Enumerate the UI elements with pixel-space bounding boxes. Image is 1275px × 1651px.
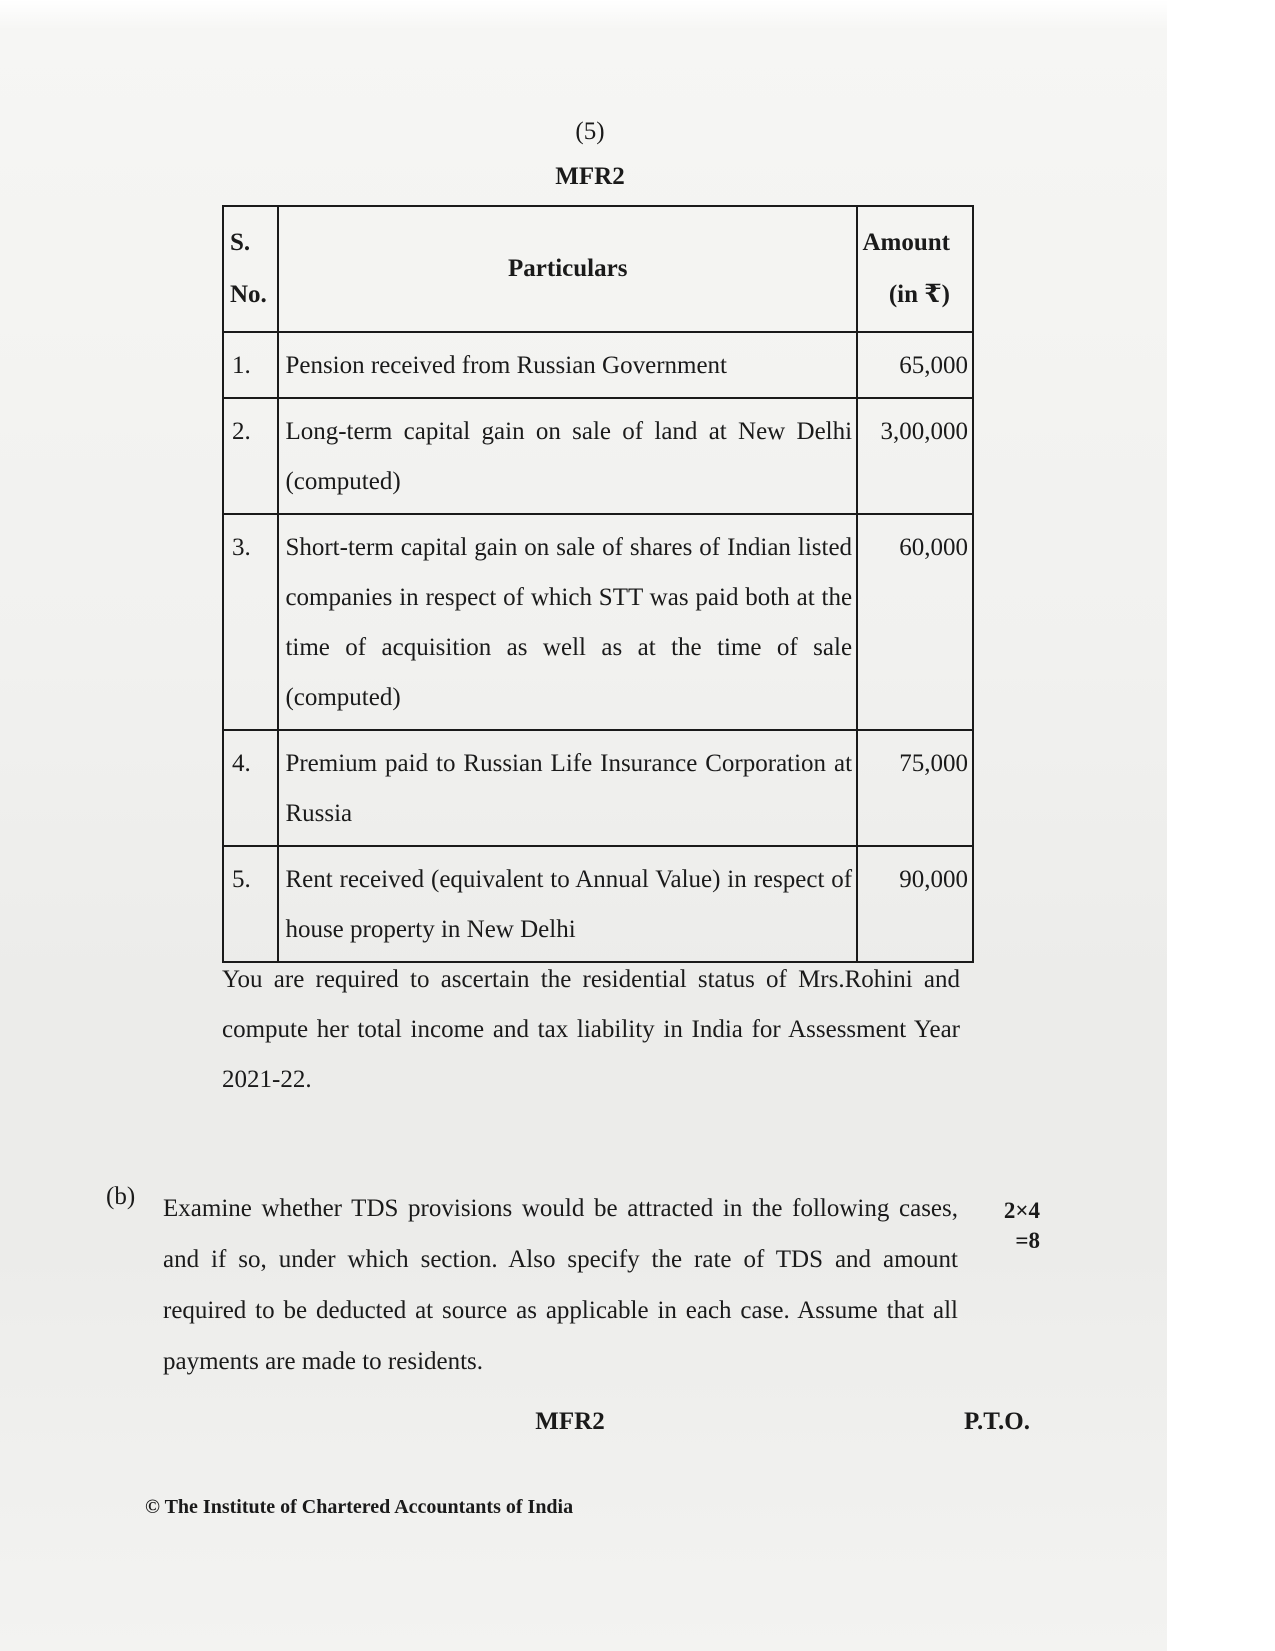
row-amount: 65,000 <box>857 332 973 398</box>
header-sno-line2: No. <box>230 281 267 308</box>
pto-label: P.T.O. <box>964 1408 1030 1435</box>
question-b-label: (b) <box>106 1183 136 1210</box>
marks-line2: =8 <box>1015 1228 1040 1253</box>
header-amount-line2: (in ₹) <box>888 281 950 308</box>
table-row <box>223 398 973 514</box>
header-sno-line1: S. <box>230 229 251 256</box>
header-amount-line1: Amount <box>862 229 950 256</box>
question-b-text: Examine whether TDS provisions would be attracted in the following cases, and if so, under which section. Also specify the rate of TDS and amount required to be deducted at source as applicable in each case. Assume that all payments are made to residents. <box>163 1195 958 1375</box>
page-right-margin <box>1167 0 1275 1651</box>
table-row <box>223 730 973 846</box>
paper-code-footer: MFR2 <box>535 1408 605 1435</box>
header-particulars: Particulars <box>278 206 857 332</box>
row-amount: 60,000 <box>857 514 973 730</box>
header-sno <box>223 206 278 332</box>
table-row <box>223 846 973 962</box>
row-particulars: Long-term capital gain on sale of land at New Delhi (computed) <box>278 398 857 514</box>
row-sno: 2. <box>223 398 278 514</box>
row-particulars: Rent received (equivalent to Annual Value) in respect of house property in New Delhi <box>278 846 857 962</box>
question-b-marks <box>990 1196 1040 1256</box>
row-particulars: Premium paid to Russian Life Insurance Corporation at Russia <box>278 730 857 846</box>
row-particulars: Pension received from Russian Government <box>278 332 857 398</box>
copyright-notice: © The Institute of Chartered Accountants of India <box>145 1496 574 1518</box>
page-number: (5) <box>575 118 605 145</box>
table-row <box>223 332 973 398</box>
header-amount <box>857 206 973 332</box>
table-row <box>223 514 973 730</box>
row-amount: 75,000 <box>857 730 973 846</box>
row-sno: 4. <box>223 730 278 846</box>
row-amount: 90,000 <box>857 846 973 962</box>
row-particulars: Short-term capital gain on sale of shares of Indian listed companies in respect of which STT was paid both at the time of acquisition as well as at the time of sale (computed) <box>278 514 857 730</box>
row-sno: 3. <box>223 514 278 730</box>
table-header-row <box>223 206 973 332</box>
page-top-edge <box>0 0 1275 30</box>
marks-line1: 2×4 <box>1003 1198 1040 1223</box>
paper-code-header: MFR2 <box>555 163 625 190</box>
instruction-text: You are required to ascertain the residential status of Mrs.Rohini and compute her total income and tax liability in India for Assessment Year 2021-22. <box>222 966 960 1093</box>
row-amount: 3,00,000 <box>857 398 973 514</box>
row-sno: 1. <box>223 332 278 398</box>
row-sno: 5. <box>223 846 278 962</box>
income-table <box>222 205 974 963</box>
